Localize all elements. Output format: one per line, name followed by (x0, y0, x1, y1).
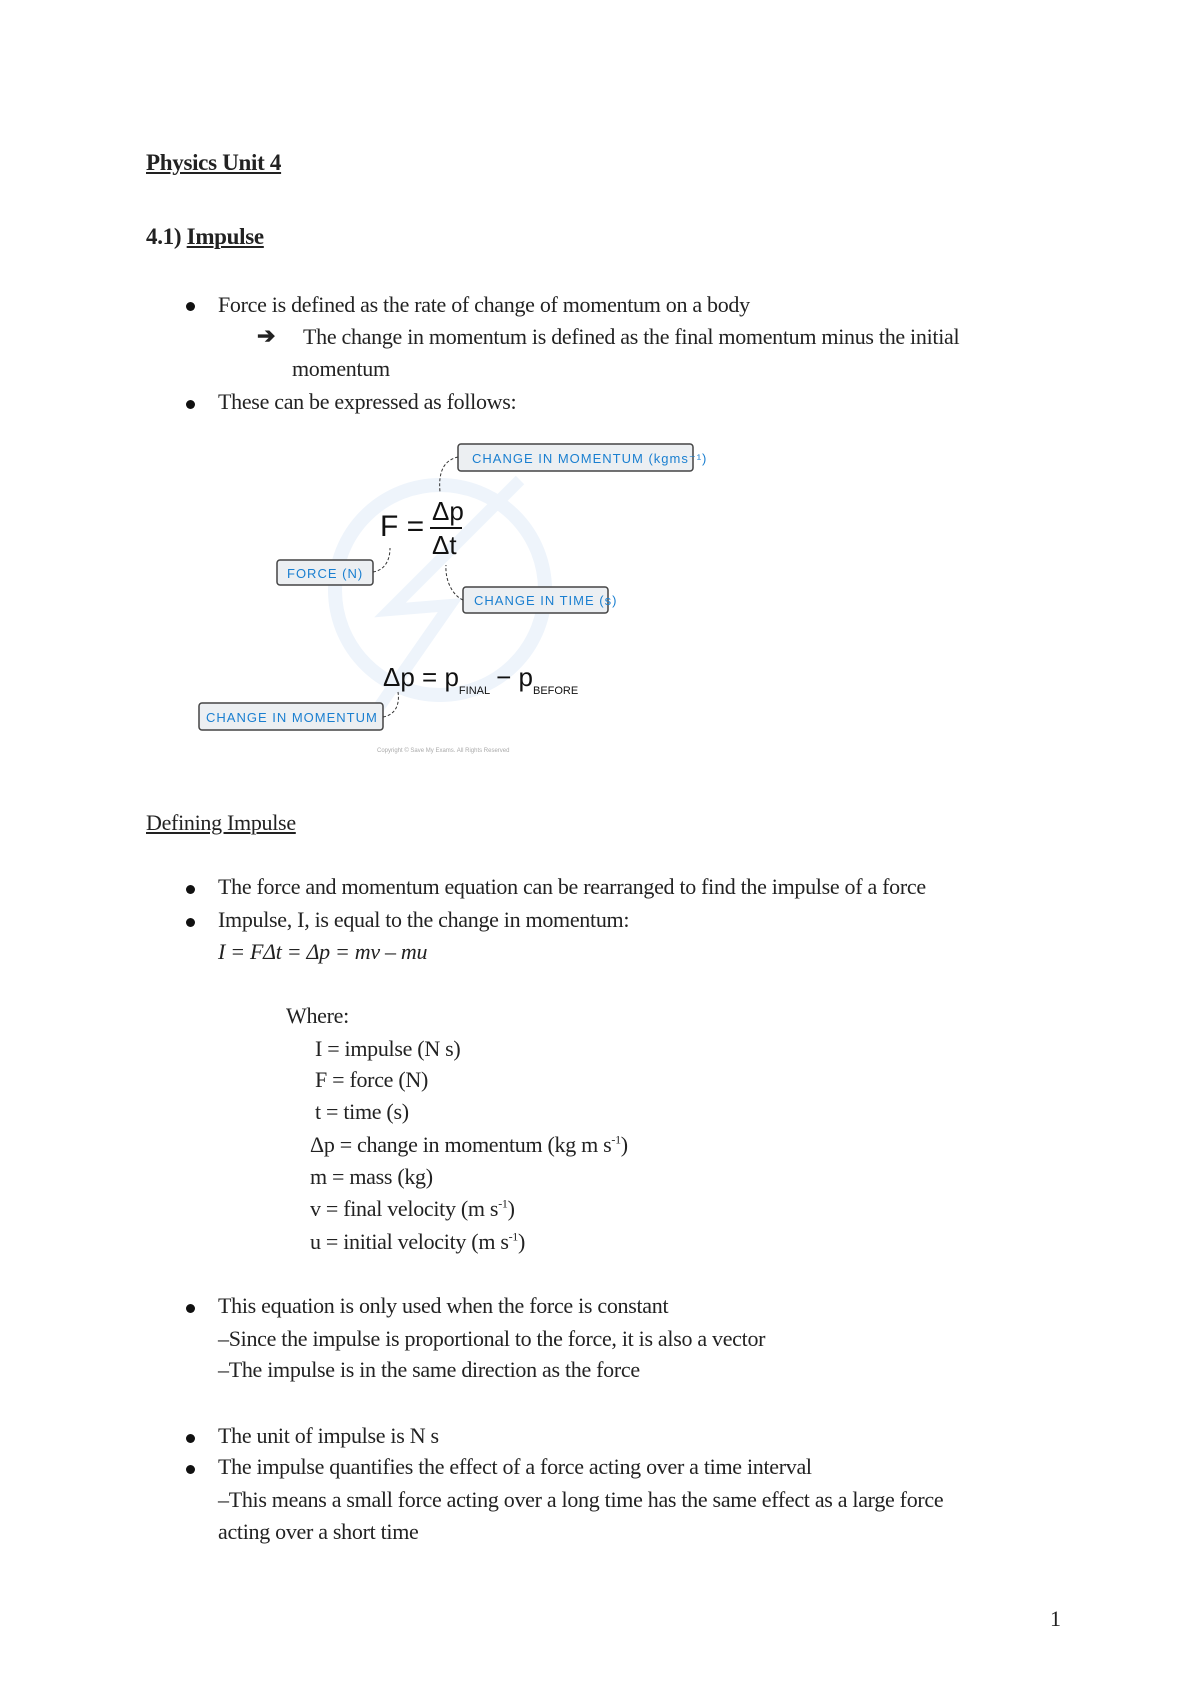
momentum-diagram (190, 440, 710, 770)
bullet-icon (186, 1434, 195, 1443)
bullet-icon (186, 918, 195, 927)
label-time (463, 587, 617, 613)
page-number: 1 (1050, 1606, 1061, 1631)
variable-definition: m = mass (kg) (310, 1164, 433, 1189)
equation-change-momentum: $\Delta p = p_{FINAL} - p_{BEFORE}$ (383, 662, 579, 697)
variable-definition: Δp = change in momentum (kg m $s^{-1}$) (310, 1132, 628, 1157)
bullet-text: The unit of impulse is N s (218, 1423, 439, 1448)
arrow-icon (373, 548, 390, 572)
label-force (277, 560, 373, 585)
section-heading (146, 224, 264, 250)
arrow-icon: ➔ (257, 323, 276, 348)
svg-text:CHANGE IN MOMENTUM (kgms⁻¹): CHANGE IN MOMENTUM (kgms⁻¹) (472, 451, 708, 466)
section-title: Impulse (186, 224, 264, 249)
sub-bullet-text: The change in momentum is defined as the final momentum minus the initial (303, 324, 960, 349)
equation-force: F = (380, 510, 425, 543)
bullet-icon (186, 1304, 195, 1313)
bullet-icon (186, 885, 195, 894)
note-text: –This means a small force acting over a long time has the same effect as a large force (218, 1487, 944, 1512)
bullet-icon (186, 400, 195, 409)
bullet-text: Impulse, I, is equal to the change in momentum: (218, 907, 630, 932)
bullet-text: This equation is only used when the force is constant (218, 1293, 669, 1318)
variable-definition: v = final velocity (m $s^{-1}$) (310, 1196, 515, 1221)
subheading: Defining Impulse (146, 810, 296, 835)
label-change-momentum (199, 703, 383, 730)
note-text: –The impulse is in the same direction as the force (218, 1357, 640, 1382)
copyright-text: Copyright © Save My Exams. All Rights Reserved (377, 748, 510, 754)
bullet-text: These can be expressed as follows: (218, 389, 517, 414)
note-text: acting over a short time (218, 1519, 419, 1544)
note-text: –Since the impulse is proportional to the force, it is also a vector (218, 1326, 766, 1351)
where-label: Where: (286, 1003, 349, 1028)
bullet-text: The impulse quantifies the effect of a force acting over a time interval (218, 1454, 812, 1479)
variable-definition: F = force (N) (315, 1067, 428, 1092)
bullet-text: The force and momentum equation can be rearranged to find the impulse of a force (218, 874, 926, 899)
arrow-icon (446, 565, 463, 600)
variable-definition: I = impulse (N s) (315, 1036, 461, 1061)
variable-definition: u = initial velocity (m $s^{-1}$) (310, 1229, 526, 1254)
bullet-icon (186, 302, 195, 311)
document-title: Physics Unit 4 (146, 150, 282, 175)
section-number: 4.1) (146, 224, 182, 249)
bullet-text: Force is defined as the rate of change of momentum on a body (218, 292, 750, 317)
equation-numerator: Δp (432, 496, 464, 526)
equation-denominator: Δt (432, 530, 457, 560)
svg-text:CHANGE IN MOMENTUM: CHANGE IN MOMENTUM (206, 710, 378, 725)
svg-text:CHANGE IN TIME (s): CHANGE IN TIME (s) (474, 593, 618, 608)
impulse-equation: I = FΔt = Δp = mv – mu (218, 939, 428, 964)
variable-definition: t = time (s) (315, 1099, 409, 1124)
bullet-icon (186, 1465, 195, 1474)
label-momentum-units (458, 444, 707, 471)
svg-text:FORCE (N): FORCE (N) (287, 566, 364, 581)
sub-bullet-text-cont: momentum (292, 356, 390, 381)
